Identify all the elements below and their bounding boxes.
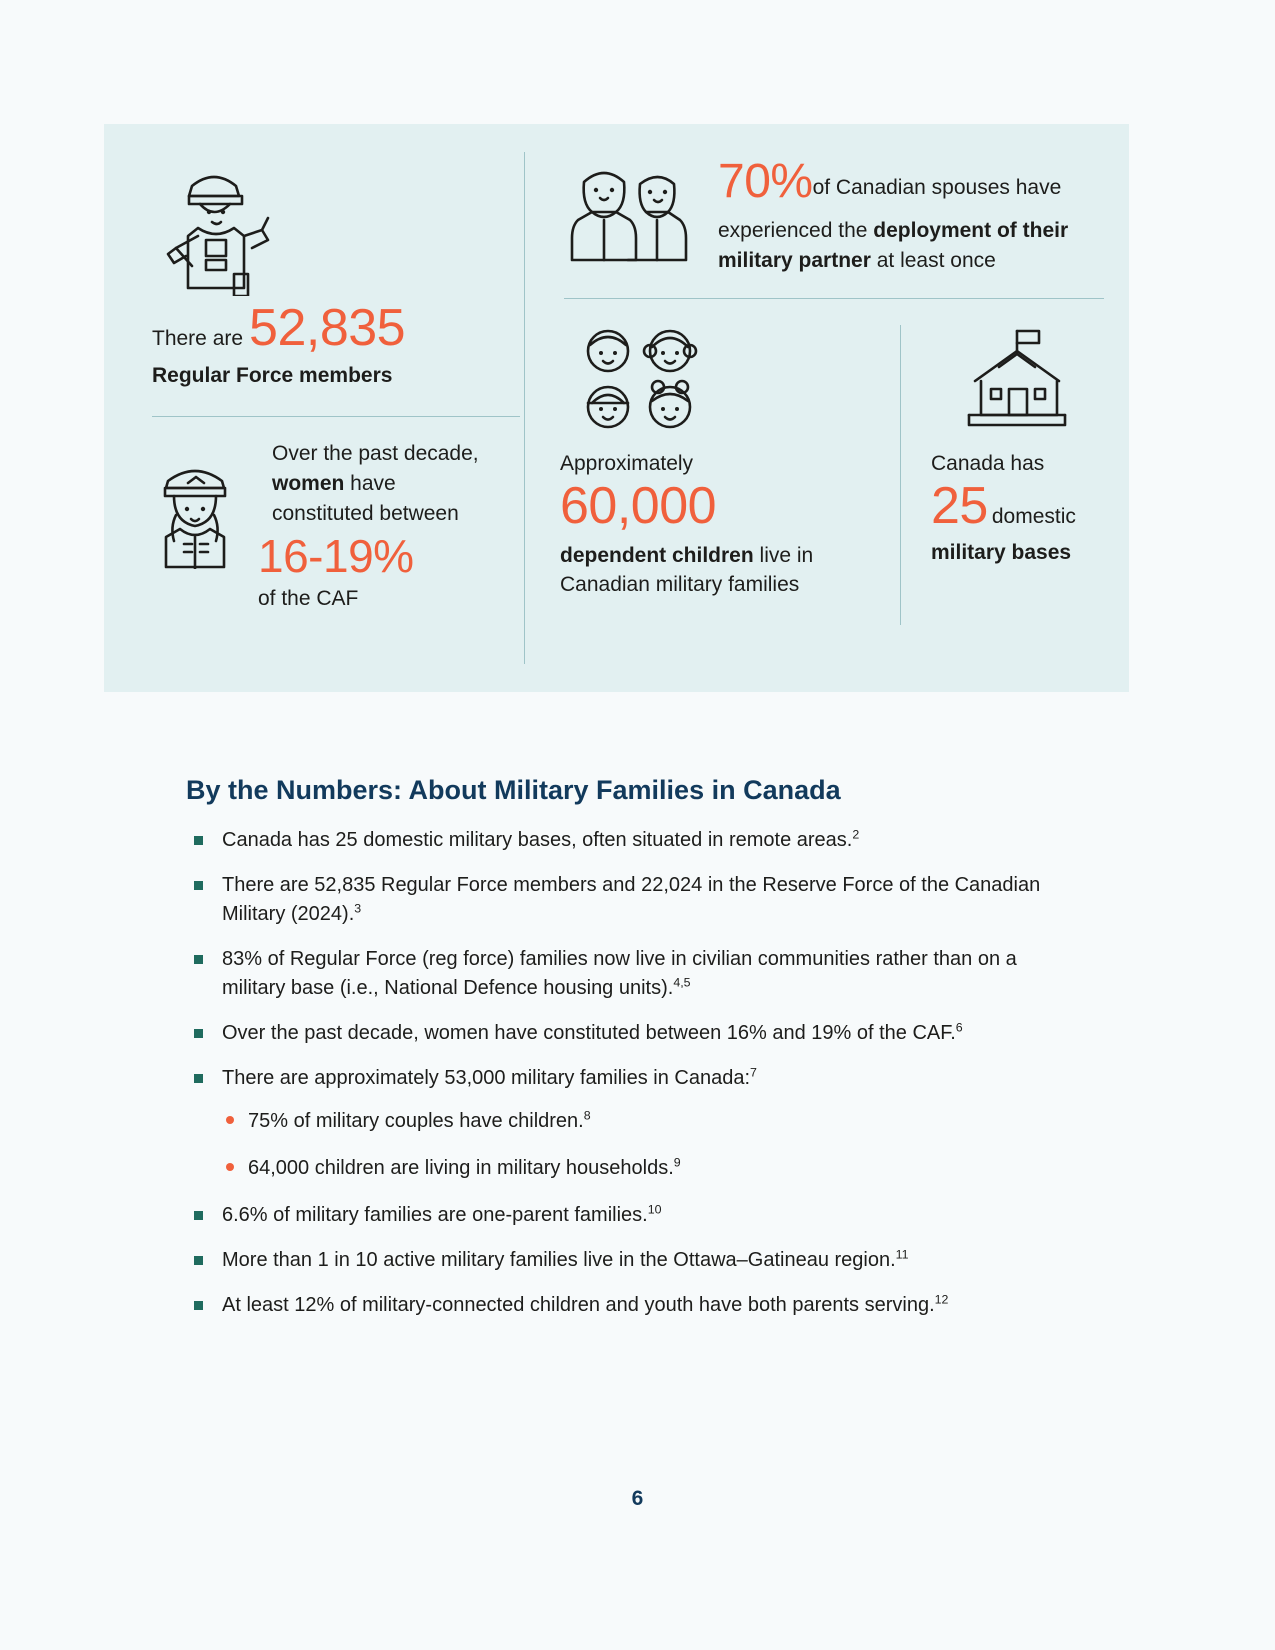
list-item [186,945,1046,1003]
sub-list-item [222,1154,1046,1183]
dependent-children-stat [560,323,900,625]
military-bases-stat [931,323,1151,625]
footnote-ref: 6 [955,1020,963,1035]
military-base-building-icon [955,323,1151,438]
decade-text-women: women [272,471,345,495]
list-item [186,826,1046,855]
children-number: 60,000 [560,476,717,535]
footnote-ref: 8 [583,1108,591,1123]
right-bottom-divider [900,325,901,625]
spouses-text-part1: of Canadian spouses have experienced the [718,176,1062,243]
list-item-text: More than 1 in 10 active military families live in the Ottawa–Gatineau region. [222,1249,896,1271]
four-children-icon [572,323,900,438]
list-item-text: Over the past decade, women have constituted between 16% and 19% of the CAF. [222,1022,956,1044]
female-officer-icon [140,439,258,611]
list-item-text: There are 52,835 Regular Force members and 22,024 in the Reserve Force of the Canadian Military (2024). [222,874,1041,925]
list-item [186,1246,1046,1275]
spouses-text-bold: deployment of their military partner [718,219,1069,272]
list-item [186,1064,1046,1183]
list-item [186,1201,1046,1230]
regular-force-number: 52,835 [249,299,406,357]
right-divider [564,298,1104,299]
women-caf-text [272,439,498,528]
there-are-label: There are [152,327,244,350]
section-title: By the Numbers: About Military Families in Canada [186,775,841,805]
list-item [186,1291,1046,1320]
footnote-ref: 3 [354,901,362,916]
of-the-caf-label: of the CAF [258,587,359,611]
children-text-bold: dependent children [560,543,754,567]
infographic-right-column [524,124,1181,692]
children-text-rest: live in Canadian military families [560,543,814,597]
sub-list-item-text: 75% of military couples have children. [248,1110,584,1132]
page-number: 6 [631,1487,644,1510]
footnote-ref: 9 [673,1155,681,1170]
dependent-children-text [560,541,850,600]
list-item-text: There are approximately 53,000 military families in Canada: [222,1067,751,1089]
by-the-numbers-section [186,775,1046,1336]
approximately-label: Approximately [560,451,694,475]
infographic-panel [104,124,1129,692]
footnote-ref: 12 [934,1292,949,1307]
left-divider [152,416,520,417]
military-bases-label: military bases [931,540,1072,564]
list-item-text: 6.6% of military families are one-parent families. [222,1204,648,1226]
regular-force-label: Regular Force members [152,364,393,387]
spouse-deployment-stat [560,148,1151,276]
military-couple-icon [560,148,710,268]
footnote-ref: 4,5 [673,975,691,990]
spouse-deployment-text [718,148,1138,276]
bases-domestic-label: domestic [991,504,1076,528]
bases-number-row [931,478,1151,535]
decade-text-part1: Over the past decade, [272,442,479,465]
right-bottom-row [560,323,1151,625]
footnote-ref: 10 [647,1202,662,1217]
list-item-text: Canada has 25 domestic military bases, often situated in remote areas. [222,829,853,851]
list-item [186,871,1046,929]
facts-list [186,826,1046,1320]
footnote-ref: 7 [750,1065,757,1080]
infographic-left-column [104,124,524,692]
list-item-text: 83% of Regular Force (reg force) families now live in civilian communities rather than on a military base (i.e., National Defence housing units). [222,948,1017,999]
decade-text-part2: have constituted between [272,471,459,525]
bases-number: 25 [931,476,988,535]
soldier-saluting-icon [152,156,498,296]
women-percent-number: 16-19% [258,530,414,583]
footnote-ref: 2 [852,827,860,842]
footnote-ref: 11 [895,1247,909,1262]
spouses-percent-number: 70% [718,155,813,208]
list-item-text: At least 12% of military-connected children and youth have both parents serving. [222,1294,935,1316]
sub-list-item [222,1107,1046,1136]
women-in-caf-stat [130,439,498,611]
sub-list-item-text: 64,000 children are living in military households. [248,1157,674,1179]
list-item [186,1019,1046,1048]
sub-facts-list [222,1107,1046,1183]
spouses-text-part2: at least once [870,248,996,272]
canada-has-label: Canada has [931,451,1045,475]
regular-force-stat [130,299,498,357]
